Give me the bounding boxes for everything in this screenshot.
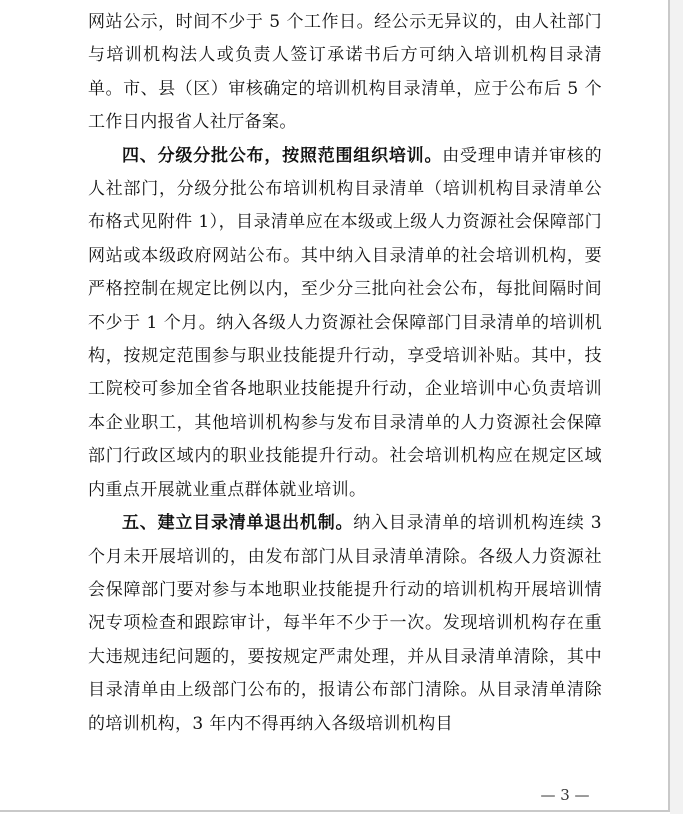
page-number: — 3 —	[540, 786, 590, 804]
section-5-paragraph	[88, 507, 602, 741]
document-body	[88, 6, 602, 741]
section-4-heading: 四、分级分批公布，按照范围组织培训。	[122, 145, 443, 166]
section-4-body: 由受理申请并审核的人社部门，分级分批公布培训机构目录清单（培训机构目录清单公布格式见附件 1），目录清单应在本级或上级人力资源社会保障部门网站或本级政府网站公布。其中纳入目录清单的社会培训机构，要严格控制在规定比例以内，至少分三批向社会公布，每批间隔时间不少于 1 个月。纳入各级人力资源社会保障部门目录清单的培训机构，按规定范围参与职业技能提升行动，享受培训补贴。其中，技工院校可参加全省各地职业技能提升行动，企业培训中心负责培训本企业职工，其他培训机构参与发布目录清单的人力资源社会保障部门行政区域内的职业技能提升行动。社会培训机构应在规定区域内重点开展就业重点群体就业培训。	[88, 145, 602, 500]
section-5-heading: 五、建立目录清单退出机制。	[122, 513, 354, 534]
section-4-paragraph	[88, 140, 602, 507]
section-5-body: 纳入目录清单的培训机构连续 3 个月未开展培训的，由发布部门从目录清单清除。各级人力资源社会保障部门要对参与本地职业技能提升行动的培训机构开展培训情况专项检查和跟踪审计，每半年不少于一次。发现培训机构存在重大违规违纪问题的，要按规定严肃处理，并从目录清单清除，其中目录清单由上级部门公布的，报请公布部门清除。从目录清单清除的培训机构，3 年内不得再纳入各级培训机构目	[88, 513, 602, 734]
paragraph-1: 网站公示，时间不少于 5 个工作日。经公示无异议的，由人社部门与培训机构法人或负责人签订承诺书后方可纳入培训机构目录清单。市、县（区）审核确定的培训机构目录清单，应于公布后 5 个工作日内报省人社厅备案。	[88, 12, 602, 133]
page-edge-shadow	[670, 0, 683, 814]
